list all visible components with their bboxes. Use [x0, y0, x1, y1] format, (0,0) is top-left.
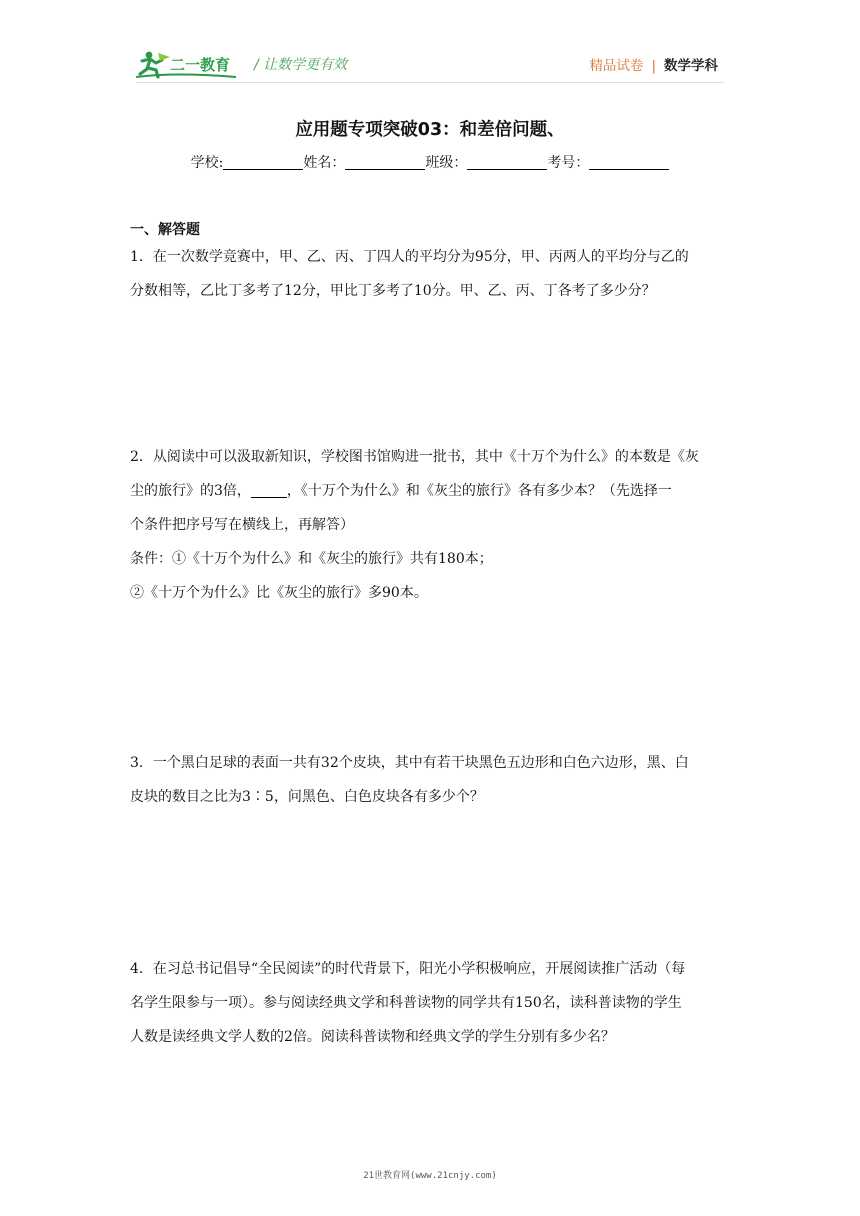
school-label: 学校:: [190, 155, 224, 171]
logo-text: 二一教育: [170, 56, 231, 74]
page-title: 应用题专项突破03：和差倍问题、: [295, 120, 565, 140]
question-2: [130, 440, 730, 610]
subject-label: 数学学科: [664, 58, 718, 74]
question-1: [130, 240, 730, 308]
class-blank: [467, 155, 547, 170]
slogan: / 让数学更有效: [254, 57, 348, 73]
brand-label: 精品试卷: [589, 58, 644, 74]
question-line: 3．一个黑白足球的表面一共有32个皮块，其中有若干块黑色五边形和白色六边形，黑、白: [130, 755, 689, 771]
question-line: 分数相等，乙比丁多考了12分，甲比丁多考了10分。甲、乙、丙、丁各考了多少分？: [130, 283, 656, 299]
question-line: 人数是读经典文学人数的2倍。阅读科普读物和经典文学的学生分别有多少名？: [130, 1029, 615, 1045]
question-text: ，《十万个为什么》和《灰尘的旅行》各有多少本？（先选择一: [286, 483, 672, 499]
question-4: [130, 952, 730, 1054]
condition-line: ②《十万个为什么》比《灰尘的旅行》多90本。: [130, 585, 428, 601]
condition-line: 条件：①《十万个为什么》和《灰尘的旅行》共有180本；: [130, 551, 493, 567]
brand-separator: |: [651, 58, 656, 74]
name-label: 姓名：: [303, 155, 346, 171]
exam-no-blank: [589, 155, 669, 170]
question-line: 4．在习总书记倡导“全民阅读”的时代背景下，阳光小学积极响应，开展阅读推广活动（每: [130, 961, 686, 977]
question-line: 皮块的数目之比为3∶5，问黑色、白色皮块各有多少个？: [130, 789, 484, 805]
student-info-line: [0, 152, 860, 172]
question-3: [130, 746, 730, 814]
page-header: [136, 48, 724, 80]
school-blank: [223, 155, 303, 170]
class-label: 班级：: [425, 155, 468, 171]
exam-no-label: 考号：: [547, 155, 590, 171]
page-footer: 21世教育网(www.21cnjy.com): [363, 1171, 497, 1181]
question-line: 个条件把序号写在横线上，再解答）: [130, 517, 354, 533]
answer-blank: [251, 483, 287, 498]
question-text: 尘的旅行》的3倍，: [130, 483, 251, 499]
question-line: 1．在一次数学竞赛中，甲、乙、丙、丁四人的平均分为95分，甲、丙两人的平均分与乙的: [130, 249, 689, 265]
question-line: 2．从阅读中可以汲取新知识，学校图书馆购进一批书，其中《十万个为什么》的本数是《灰: [130, 449, 699, 465]
section-title: 一、解答题: [130, 222, 200, 238]
question-line: [130, 474, 730, 508]
header-divider: [136, 82, 724, 83]
name-blank: [345, 155, 425, 170]
brand-right: [589, 54, 718, 74]
question-line: 名学生限参与一项）。参与阅读经典文学和科普读物的同学共有150名，读科普读物的学生: [130, 995, 682, 1011]
